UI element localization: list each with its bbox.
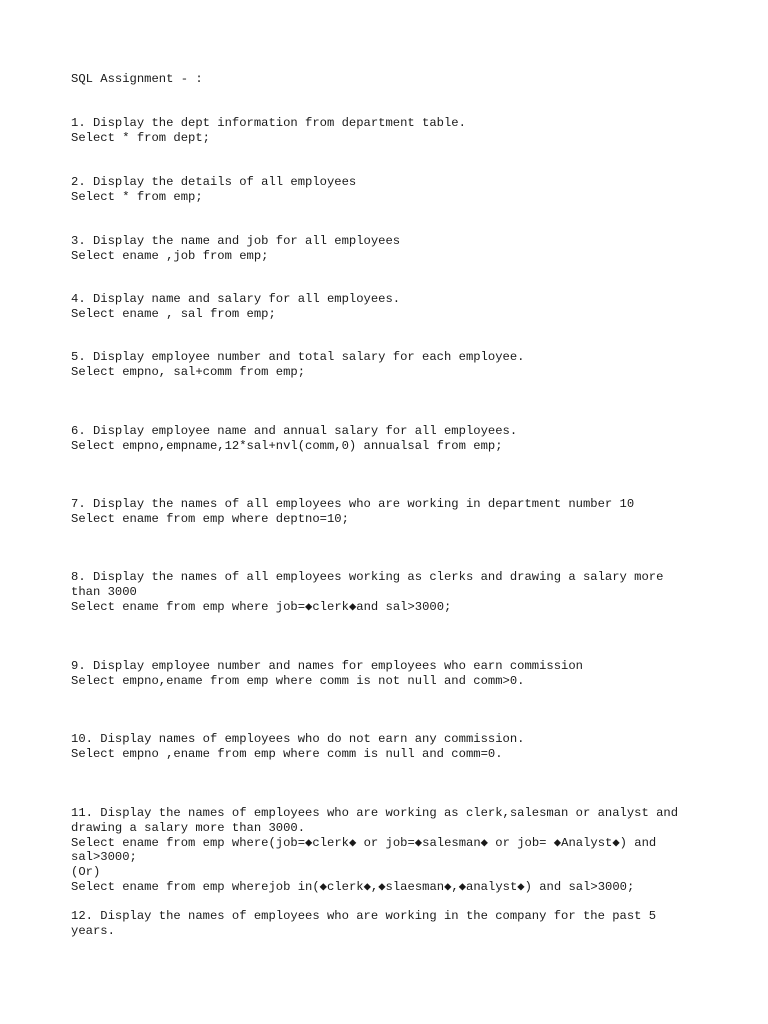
question-9 — [71, 659, 583, 689]
question-4 — [71, 292, 400, 322]
question-text: 5. Display employee number and total salary for each employee. — [71, 350, 525, 364]
question-text: 6. Display employee name and annual salary for all employees. — [71, 424, 518, 438]
question-text-continued: than 3000 — [71, 584, 137, 599]
question-text-continued: years. — [71, 923, 115, 938]
sql-answer: Select ename , sal from emp; — [71, 306, 276, 321]
question-8 — [71, 570, 663, 614]
question-text: 11. Display the names of employees who are working as clerk,salesman or analyst and — [71, 806, 679, 820]
or-separator: (Or) — [71, 865, 101, 880]
sql-answer: Select * from emp; — [71, 189, 203, 204]
question-text: 12. Display the names of employees who are working in the company for the past 5 — [71, 909, 657, 923]
question-text: 4. Display name and salary for all employees. — [71, 292, 401, 306]
sql-answer: Select ename from emp where deptno=10; — [71, 511, 349, 526]
question-1 — [71, 116, 466, 146]
sql-answer: Select empno ,ename from emp where comm is null and comm=0. — [71, 746, 503, 761]
sql-answer-alternative: Select ename from emp wherejob in(◆clerk◆,◆slaesman◆,◆analyst◆) and sal>3000; — [71, 879, 635, 894]
question-10 — [71, 732, 524, 762]
sql-answer: Select empno, sal+comm from emp; — [71, 364, 306, 379]
question-3 — [71, 234, 400, 264]
question-text: 7. Display the names of all employees who are working in department number 10 — [71, 497, 635, 511]
sql-answer: Select ename ,job from emp; — [71, 248, 269, 263]
question-text: 9. Display employee number and names for employees who earn commission — [71, 659, 583, 673]
question-2 — [71, 175, 356, 205]
question-text: 3. Display the name and job for all employees — [71, 234, 401, 248]
sql-answer: Select * from dept; — [71, 130, 210, 145]
sql-answer: Select empno,ename from emp where comm is not null and comm>0. — [71, 673, 525, 688]
sql-answer-continued: sal>3000; — [71, 850, 137, 865]
question-11 — [71, 806, 678, 895]
question-text: 2. Display the details of all employees — [71, 175, 357, 189]
question-6 — [71, 424, 517, 454]
document-title: SQL Assignment - : — [71, 72, 203, 86]
question-text: 1. Display the dept information from department table. — [71, 116, 466, 130]
question-12 — [71, 909, 656, 939]
sql-answer: Select ename from emp where job=◆clerk◆and sal>3000; — [71, 599, 452, 614]
sql-answer: Select ename from emp where(job=◆clerk◆ or job=◆salesman◆ or job= ◆Analyst◆) and — [71, 835, 657, 850]
question-text: 10. Display names of employees who do not earn any commission. — [71, 732, 525, 746]
question-text-continued: drawing a salary more than 3000. — [71, 820, 306, 835]
sql-answer: Select empno,empname,12*sal+nvl(comm,0) annualsal from emp; — [71, 438, 503, 453]
question-7 — [71, 497, 634, 527]
question-text: 8. Display the names of all employees working as clerks and drawing a salary more — [71, 570, 664, 584]
question-5 — [71, 350, 524, 380]
